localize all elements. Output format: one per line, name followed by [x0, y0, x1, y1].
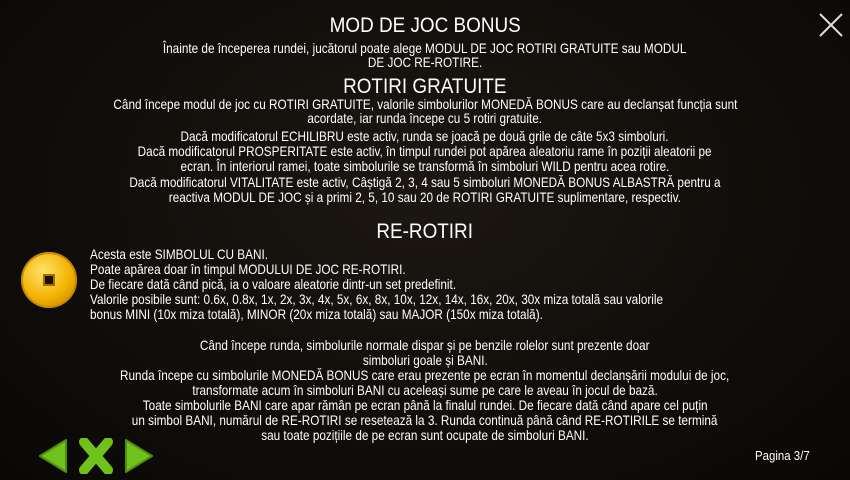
- text-line: transformate acum în simboluri BANI cu aceleași sume pe care le aveau în jocul de bază.: [192, 382, 658, 398]
- text-line: sau toate pozițiile de pe ecran sunt ocupate de simboluri BANI.: [261, 427, 589, 443]
- arrow-right-icon: [124, 438, 154, 474]
- page-indicator: Pagina 3/7: [755, 448, 810, 463]
- arrow-left-icon: [38, 438, 68, 474]
- coin-text-line: De fiecare dată când pică, ia o valoare aleatorie dintr-un set predefinit.: [90, 276, 457, 292]
- text-line: Când începe runda, simbolurile normale dispar și pe benzile rolelor sunt prezente doar: [200, 337, 650, 353]
- coin-text-line: Poate apărea doar în timpul MODULUI DE JOC RE-ROTIRI.: [90, 261, 406, 277]
- text-line: Dacă modificatorul PROSPERITATE este activ, în timpul rundei pot apărea aleatoriu rame în poziții aleatorii pe: [138, 143, 712, 159]
- text-line: Toate simbolurile BANI care apar rămân pe ecran până la finalul rundei. De fiecare dată când apare cel puțin: [142, 397, 708, 413]
- x-icon: [78, 438, 114, 474]
- gold-coin-icon: [21, 252, 77, 308]
- previous-page-button[interactable]: [38, 438, 68, 479]
- text-line: Când începe modul de joc cu ROTIRI GRATUITE, valorile simbolurilor MONEDĂ BONUS care au declanșat funcția sunt: [113, 96, 737, 112]
- text-line: reactiva MODUL DE JOC și a primi 2, 5, 10 sau 20 de ROTIRI GRATUITE suplimentare, respectiv.: [168, 189, 682, 205]
- next-page-button[interactable]: [124, 438, 154, 479]
- coin-text-line: Acesta este SIMBOLUL CU BANI.: [90, 246, 268, 262]
- intro-line: Înainte de începerea rundei, jucătorul poate alege MODUL DE JOC ROTIRI GRATUITE sau MODUL: [163, 40, 687, 56]
- text-line: simboluri goale și BANI.: [362, 352, 488, 368]
- intro-line: DE JOC RE-ROTIRE.: [367, 54, 483, 70]
- page-title: MOD DE JOC BONUS: [329, 14, 521, 37]
- text-line: Runda începe cu simbolurile MONEDĂ BONUS care erau prezente pe ecran în momentul declanșării modului de joc,: [120, 367, 730, 383]
- free-spins-heading: ROTIRI GRATUITE: [343, 75, 507, 98]
- text-line: ecran. În interiorul ramei, toate simbolurile se transformă în simboluri WILD pentru acea rotire.: [180, 158, 670, 174]
- text-line: Dacă modificatorul VITALITATE este activ, Câștigă 2, 3, 4 sau 5 simboluri MONEDĂ BONUS ALBASTRĂ pentru a: [129, 174, 721, 190]
- respins-heading: RE-ROTIRI: [376, 220, 474, 243]
- coin-text-line: Valorile posibile sunt: 0.6x, 0.8x, 1x, 2x, 3x, 4x, 5x, 6x, 8x, 10x, 12x, 14x, 16x, 20x, 30x miza totală sau valorile: [90, 291, 664, 307]
- text-line: acordate, iar runda începe cu 5 rotiri gratuite.: [307, 110, 543, 126]
- text-line: un simbol BANI, numărul de RE-ROTIRI se resetează la 3. Runda continuă până când RE-ROTIRILE se termină: [132, 412, 718, 428]
- close-help-button[interactable]: [78, 438, 114, 479]
- coin-text-line: bonus MINI (10x miza totală), MINOR (20x miza totală) sau MAJOR (150x miza totală).: [90, 306, 543, 322]
- text-line: Dacă modificatorul ECHILIBRU este activ, runda se joacă pe două grile de câte 5x3 simboluri.: [180, 128, 670, 144]
